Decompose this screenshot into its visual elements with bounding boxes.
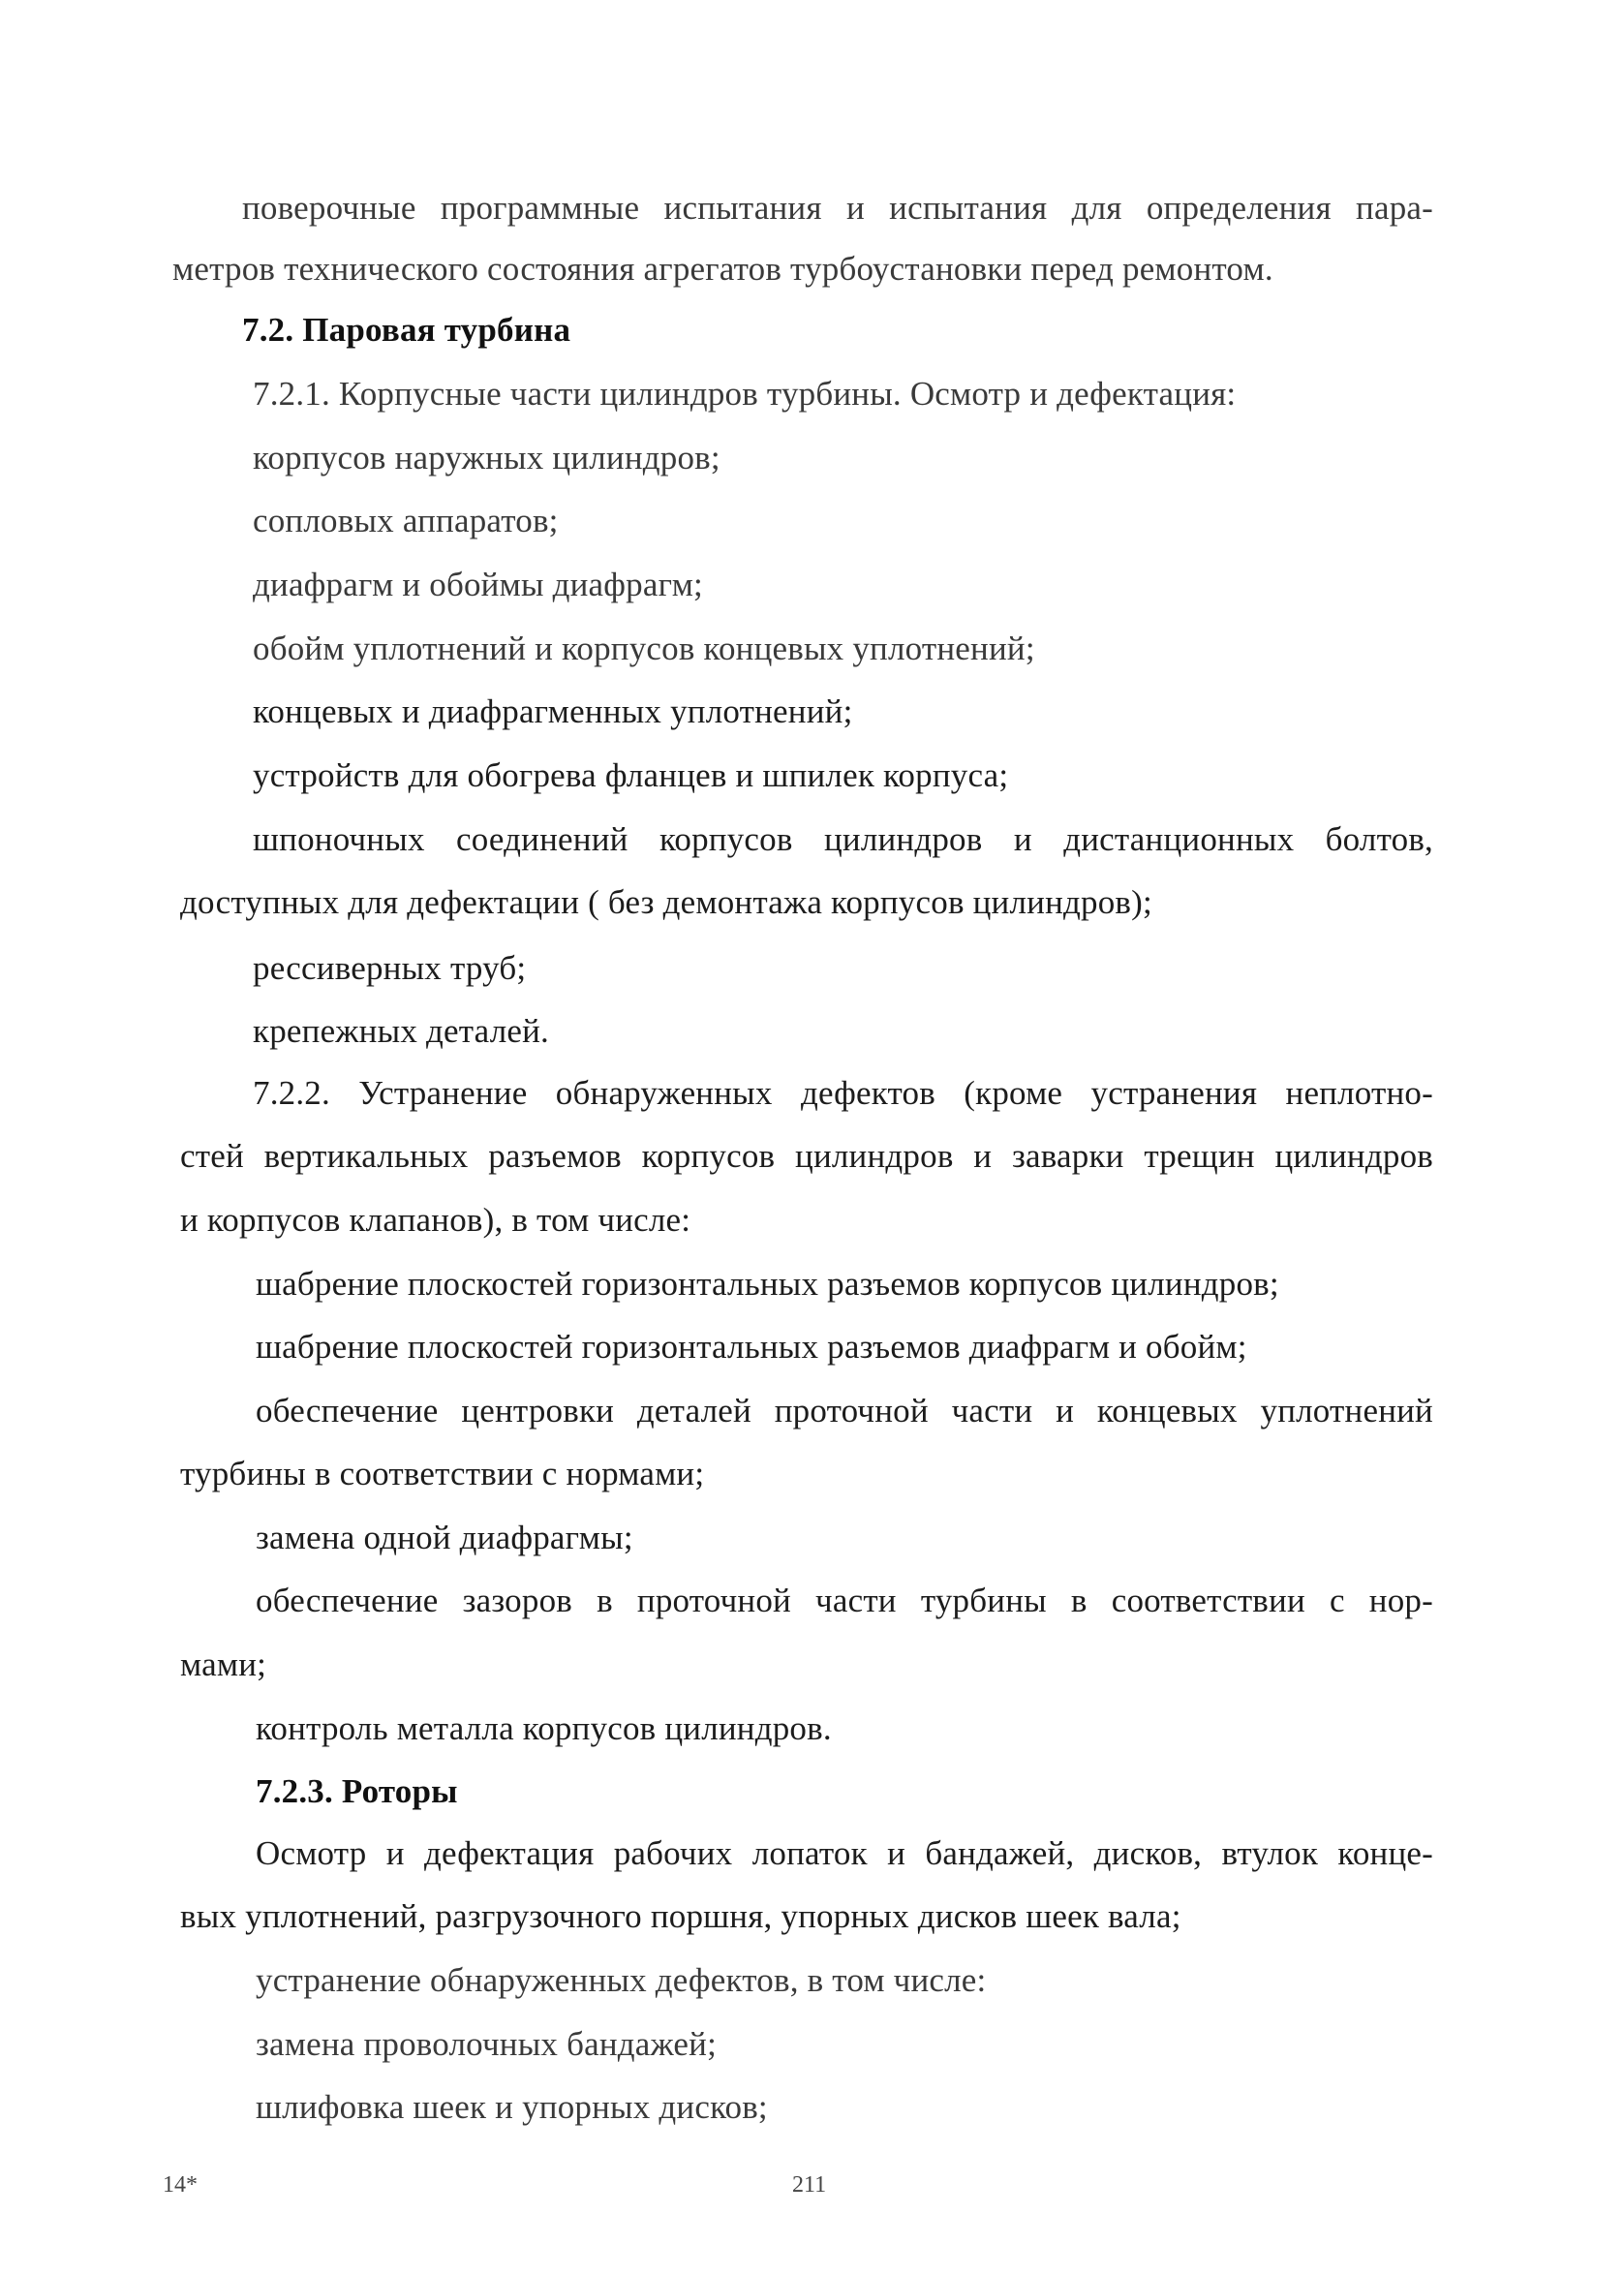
paragraph-line: вых уплотнений, разгрузочного поршня, упорных дисков шеек вала;: [180, 1897, 1181, 1935]
paragraph-line: доступных для дефектации ( без демонтажа корпусов цилиндров);: [180, 883, 1152, 921]
paragraph-line: Осмотр и дефектация рабочих лопаток и бандажей, дисков, втулок конце-: [256, 1834, 1433, 1872]
page-number: 211: [792, 2172, 827, 2198]
section-heading: 7.2.3. Роторы: [256, 1772, 458, 1810]
list-item: замена проволочных бандажей;: [256, 2025, 717, 2063]
list-item: шпоночных соединений корпусов цилиндров и дистанционных болтов,: [253, 820, 1433, 858]
list-item: корпусов наружных цилиндров;: [253, 439, 720, 477]
list-item: концевых и диафрагменных уплотнений;: [253, 692, 853, 730]
paragraph-line: турбины в соответствии с нормами;: [180, 1455, 705, 1492]
list-item: крепежных деталей.: [253, 1012, 549, 1050]
paragraph-line: 7.2.2. Устранение обнаруженных дефектов (кроме устранения неплотно-: [253, 1074, 1433, 1112]
paragraph-line: метров технического состояния агрегатов турбоустановки перед ремонтом.: [172, 250, 1273, 288]
paragraph-line: мами;: [180, 1645, 267, 1683]
list-item: рессиверных труб;: [253, 949, 527, 987]
list-item: шлифовка шеек и упорных дисков;: [256, 2088, 768, 2126]
list-item: обеспечение центровки деталей проточной части и концевых уплотнений: [256, 1392, 1433, 1430]
paragraph-line: поверочные программные испытания и испытания для определения пара-: [242, 189, 1433, 227]
paragraph-line: стей вертикальных разъемов корпусов цилиндров и заварки трещин цилиндров: [180, 1137, 1433, 1175]
list-item: шабрение плоскостей горизонтальных разъемов корпусов цилиндров;: [256, 1265, 1279, 1303]
paragraph-line: 7.2.1. Корпусные части цилиндров турбины. Осмотр и дефектация:: [253, 375, 1237, 413]
paragraph-line: и корпусов клапанов), в том числе:: [180, 1201, 691, 1239]
list-item: обойм уплотнений и корпусов концевых уплотнений;: [253, 630, 1035, 667]
list-item: обеспечение зазоров в проточной части турбины в соответствии с нор-: [256, 1582, 1433, 1619]
list-item: замена одной диафрагмы;: [256, 1519, 633, 1556]
footer-mark: 14*: [163, 2172, 198, 2198]
list-item: диафрагм и обоймы диафрагм;: [253, 566, 703, 603]
list-item: устройств для обогрева фланцев и шпилек корпуса;: [253, 756, 1009, 794]
list-item: контроль металла корпусов цилиндров.: [256, 1709, 832, 1747]
section-heading: 7.2. Паровая турбина: [242, 311, 571, 349]
list-item: сопловых аппаратов;: [253, 502, 559, 539]
list-item: устранение обнаруженных дефектов, в том числе:: [256, 1961, 987, 1999]
list-item: шабрение плоскостей горизонтальных разъемов диафрагм и обойм;: [256, 1328, 1247, 1366]
